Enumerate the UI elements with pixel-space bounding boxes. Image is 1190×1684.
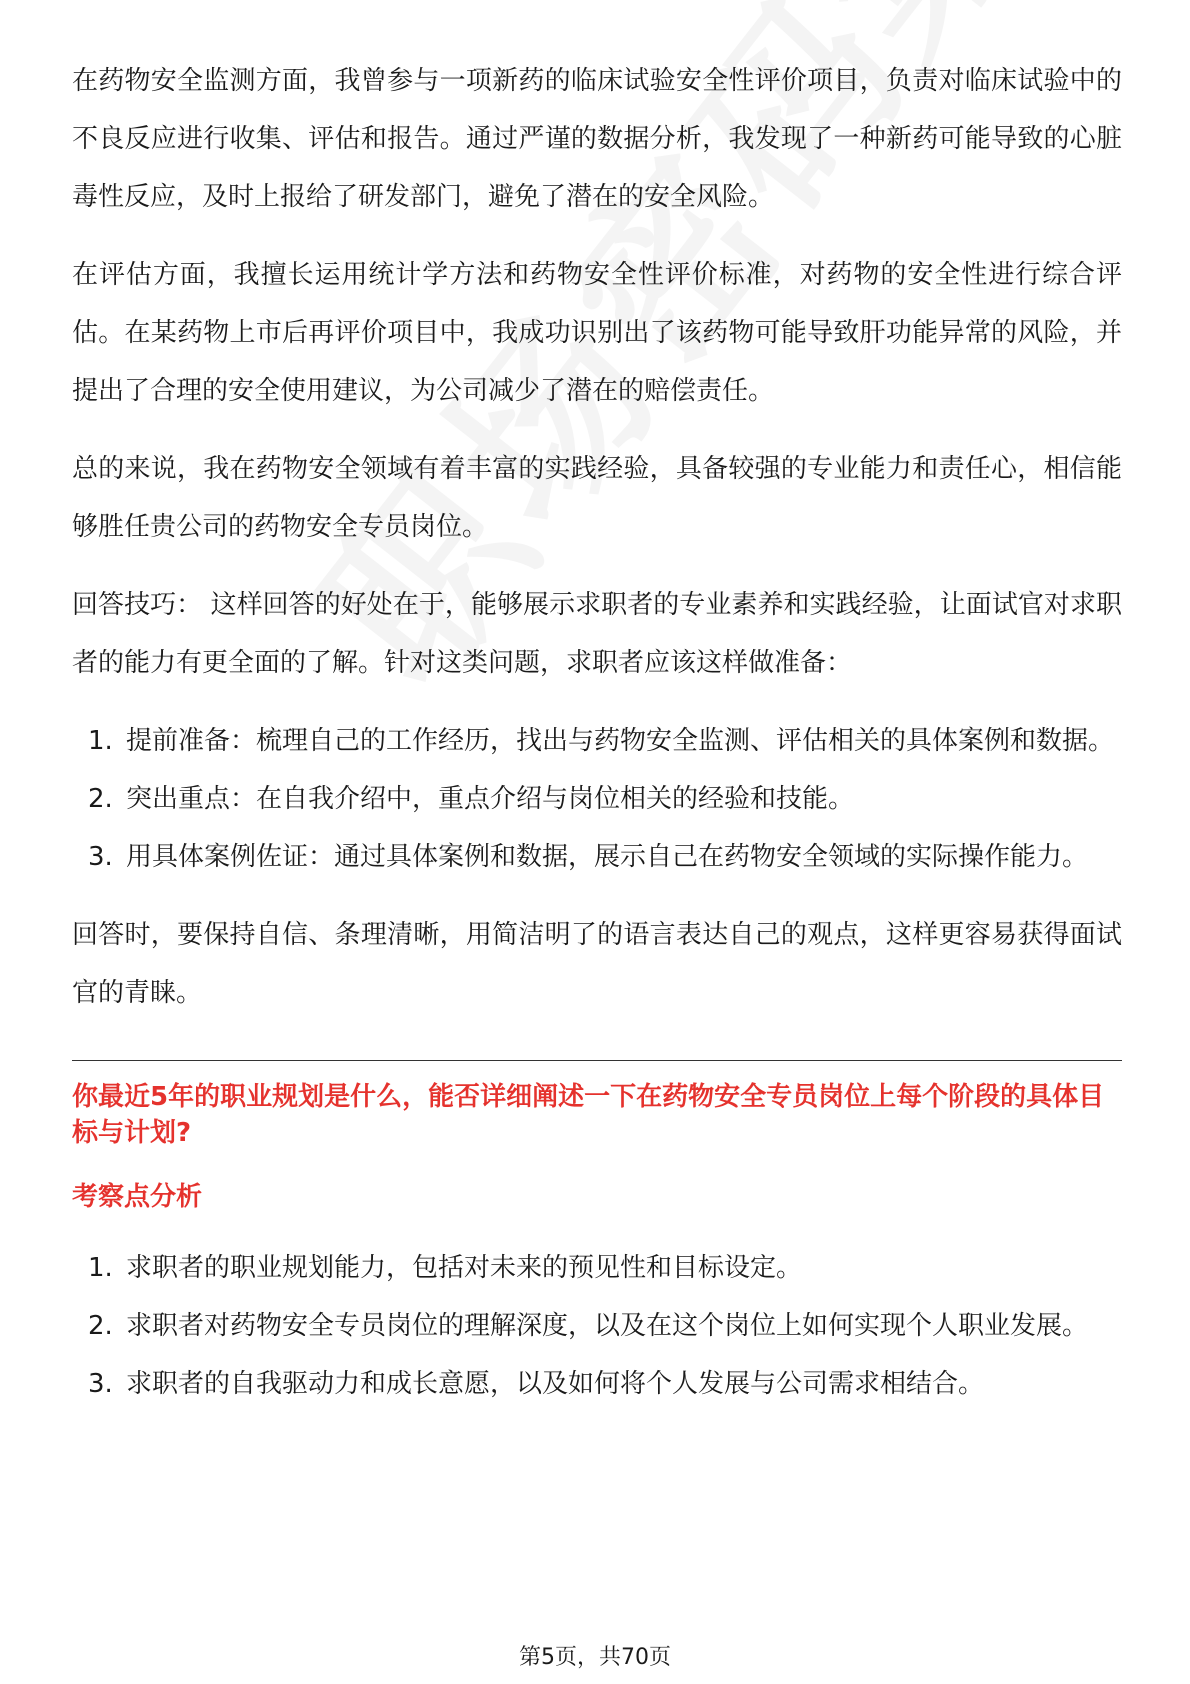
list-item: [72, 770, 1122, 828]
list-text: 提前准备：梳理自己的工作经历，找出与药物安全监测、评估相关的具体案例和数据。: [126, 726, 1115, 756]
list-item: [72, 1297, 1122, 1355]
section-divider: [72, 1060, 1122, 1061]
list-item: [72, 828, 1122, 886]
paragraph-evaluation: 在评估方面，我擅长运用统计学方法和药物安全性评价标准，对药物的安全性进行综合评估。在某药物上市后再评价项目中，我成功识别出了该药物可能导致肝功能异常的风险，并提出了合理的安全使用建议，为公司减少了潜在的赔偿责任。: [72, 260, 1122, 406]
document-body: [72, 52, 1122, 1433]
paragraph-summary: 总的来说，我在药物安全领域有着丰富的实践经验，具备较强的专业能力和责任心，相信能够胜任贵公司的药物安全专员岗位。: [72, 454, 1122, 542]
list-text: 求职者对药物安全专员岗位的理解深度，以及在这个岗位上如何实现个人职业发展。: [126, 1311, 1089, 1341]
list-item: [72, 1239, 1122, 1297]
list-number: 2.: [88, 1311, 113, 1341]
paragraph-monitoring: 在药物安全监测方面，我曾参与一项新药的临床试验安全性评价项目，负责对临床试验中的不良反应进行收集、评估和报告。通过严谨的数据分析，我发现了一种新药可能导致的心脏毒性反应，及时上报给了研发部门，避免了潜在的安全风险。: [72, 66, 1122, 212]
list-text: 求职者的自我驱动力和成长意愿，以及如何将个人发展与公司需求相结合。: [126, 1369, 985, 1399]
list-text: 求职者的职业规划能力，包括对未来的预见性和目标设定。: [126, 1253, 803, 1283]
list-number: 1.: [88, 1253, 113, 1283]
paragraph-answer-tips: 回答技巧： 这样回答的好处在于，能够展示求职者的专业素养和实践经验，让面试官对求职者的能力有更全面的了解。针对这类问题，求职者应该这样做准备：: [72, 590, 1122, 678]
analysis-list: [72, 1239, 1122, 1413]
list-text: 突出重点：在自我介绍中，重点介绍与岗位相关的经验和技能。: [126, 784, 855, 814]
list-item: [72, 1355, 1122, 1413]
list-text: 用具体案例佐证：通过具体案例和数据，展示自己在药物安全领域的实际操作能力。: [126, 842, 1089, 872]
list-item: [72, 712, 1122, 770]
list-number: 1.: [88, 726, 113, 756]
paragraph-closing: 回答时，要保持自信、条理清晰，用简洁明了的语言表达自己的观点，这样更容易获得面试官的青睐。: [72, 920, 1122, 1008]
list-number: 2.: [88, 784, 113, 814]
list-number: 3.: [88, 842, 113, 872]
analysis-heading: 考察点分析: [72, 1182, 203, 1212]
list-number: 3.: [88, 1369, 113, 1399]
question-heading: 你最近5年的职业规划是什么，能否详细阐述一下在药物安全专员岗位上每个阶段的具体目标与计划?: [72, 1082, 1105, 1148]
page-footer: 第5页，共70页: [519, 1645, 671, 1670]
tips-list: [72, 712, 1122, 886]
